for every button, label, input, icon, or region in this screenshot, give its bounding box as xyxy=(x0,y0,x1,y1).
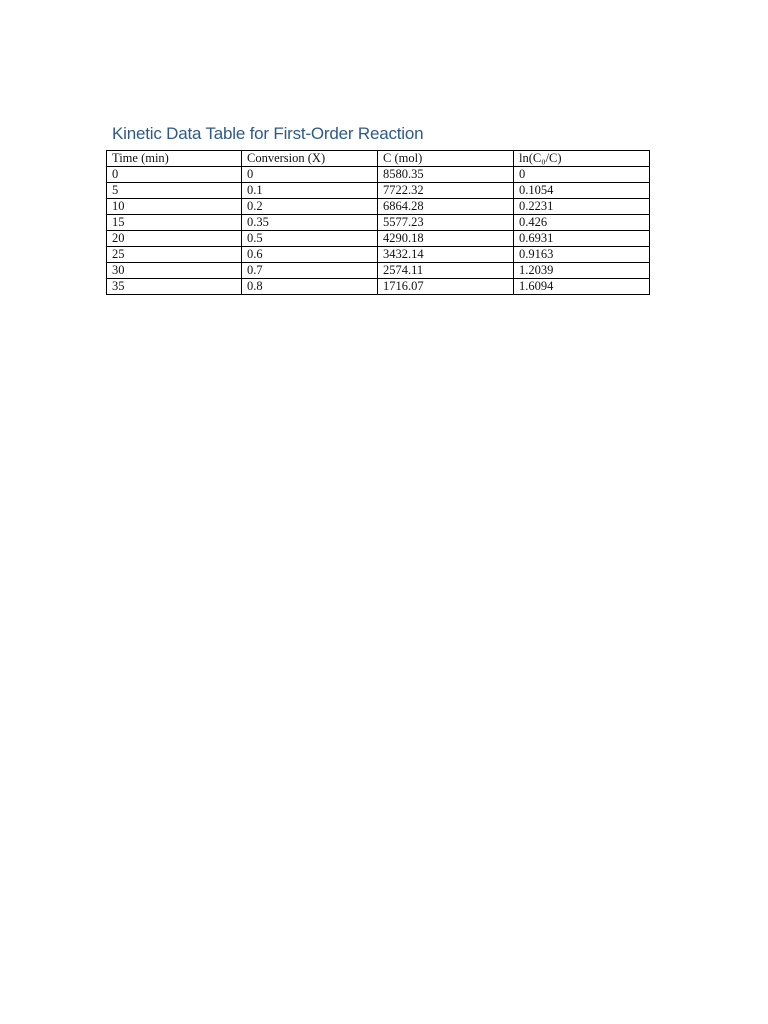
cell-time: 5 xyxy=(107,183,242,199)
cell-ln-ratio: 0.426 xyxy=(514,215,650,231)
table-row xyxy=(107,183,650,199)
cell-conversion: 0.8 xyxy=(242,279,378,295)
header-concentration: C (mol) xyxy=(378,151,514,167)
cell-ln-ratio: 0.9163 xyxy=(514,247,650,263)
cell-time: 30 xyxy=(107,263,242,279)
cell-concentration: 3432.14 xyxy=(378,247,514,263)
table-row xyxy=(107,279,650,295)
cell-time: 25 xyxy=(107,247,242,263)
cell-concentration: 5577.23 xyxy=(378,215,514,231)
table-row xyxy=(107,199,650,215)
cell-time: 20 xyxy=(107,231,242,247)
kinetic-data-table xyxy=(106,150,650,295)
table-header-row xyxy=(107,151,650,167)
cell-time: 35 xyxy=(107,279,242,295)
cell-time: 10 xyxy=(107,199,242,215)
cell-concentration: 4290.18 xyxy=(378,231,514,247)
table-row xyxy=(107,263,650,279)
header-ln-ratio: ln(C₀/C) xyxy=(514,151,650,167)
cell-conversion: 0 xyxy=(242,167,378,183)
cell-concentration: 7722.32 xyxy=(378,183,514,199)
cell-concentration: 1716.07 xyxy=(378,279,514,295)
cell-conversion: 0.6 xyxy=(242,247,378,263)
cell-ln-ratio: 0.1054 xyxy=(514,183,650,199)
cell-ln-ratio: 0.2231 xyxy=(514,199,650,215)
cell-concentration: 8580.35 xyxy=(378,167,514,183)
cell-conversion: 0.35 xyxy=(242,215,378,231)
cell-conversion: 0.5 xyxy=(242,231,378,247)
table-row xyxy=(107,247,650,263)
cell-ln-ratio: 0.6931 xyxy=(514,231,650,247)
cell-conversion: 0.2 xyxy=(242,199,378,215)
table-row xyxy=(107,231,650,247)
cell-ln-ratio: 1.6094 xyxy=(514,279,650,295)
cell-ln-ratio: 0 xyxy=(514,167,650,183)
table-title: Kinetic Data Table for First-Order Reaction xyxy=(112,124,424,143)
cell-concentration: 6864.28 xyxy=(378,199,514,215)
table-row xyxy=(107,167,650,183)
header-time: Time (min) xyxy=(107,151,242,167)
cell-ln-ratio: 1.2039 xyxy=(514,263,650,279)
cell-time: 0 xyxy=(107,167,242,183)
cell-conversion: 0.1 xyxy=(242,183,378,199)
table-row xyxy=(107,215,650,231)
header-conversion: Conversion (X) xyxy=(242,151,378,167)
cell-concentration: 2574.11 xyxy=(378,263,514,279)
cell-time: 15 xyxy=(107,215,242,231)
cell-conversion: 0.7 xyxy=(242,263,378,279)
